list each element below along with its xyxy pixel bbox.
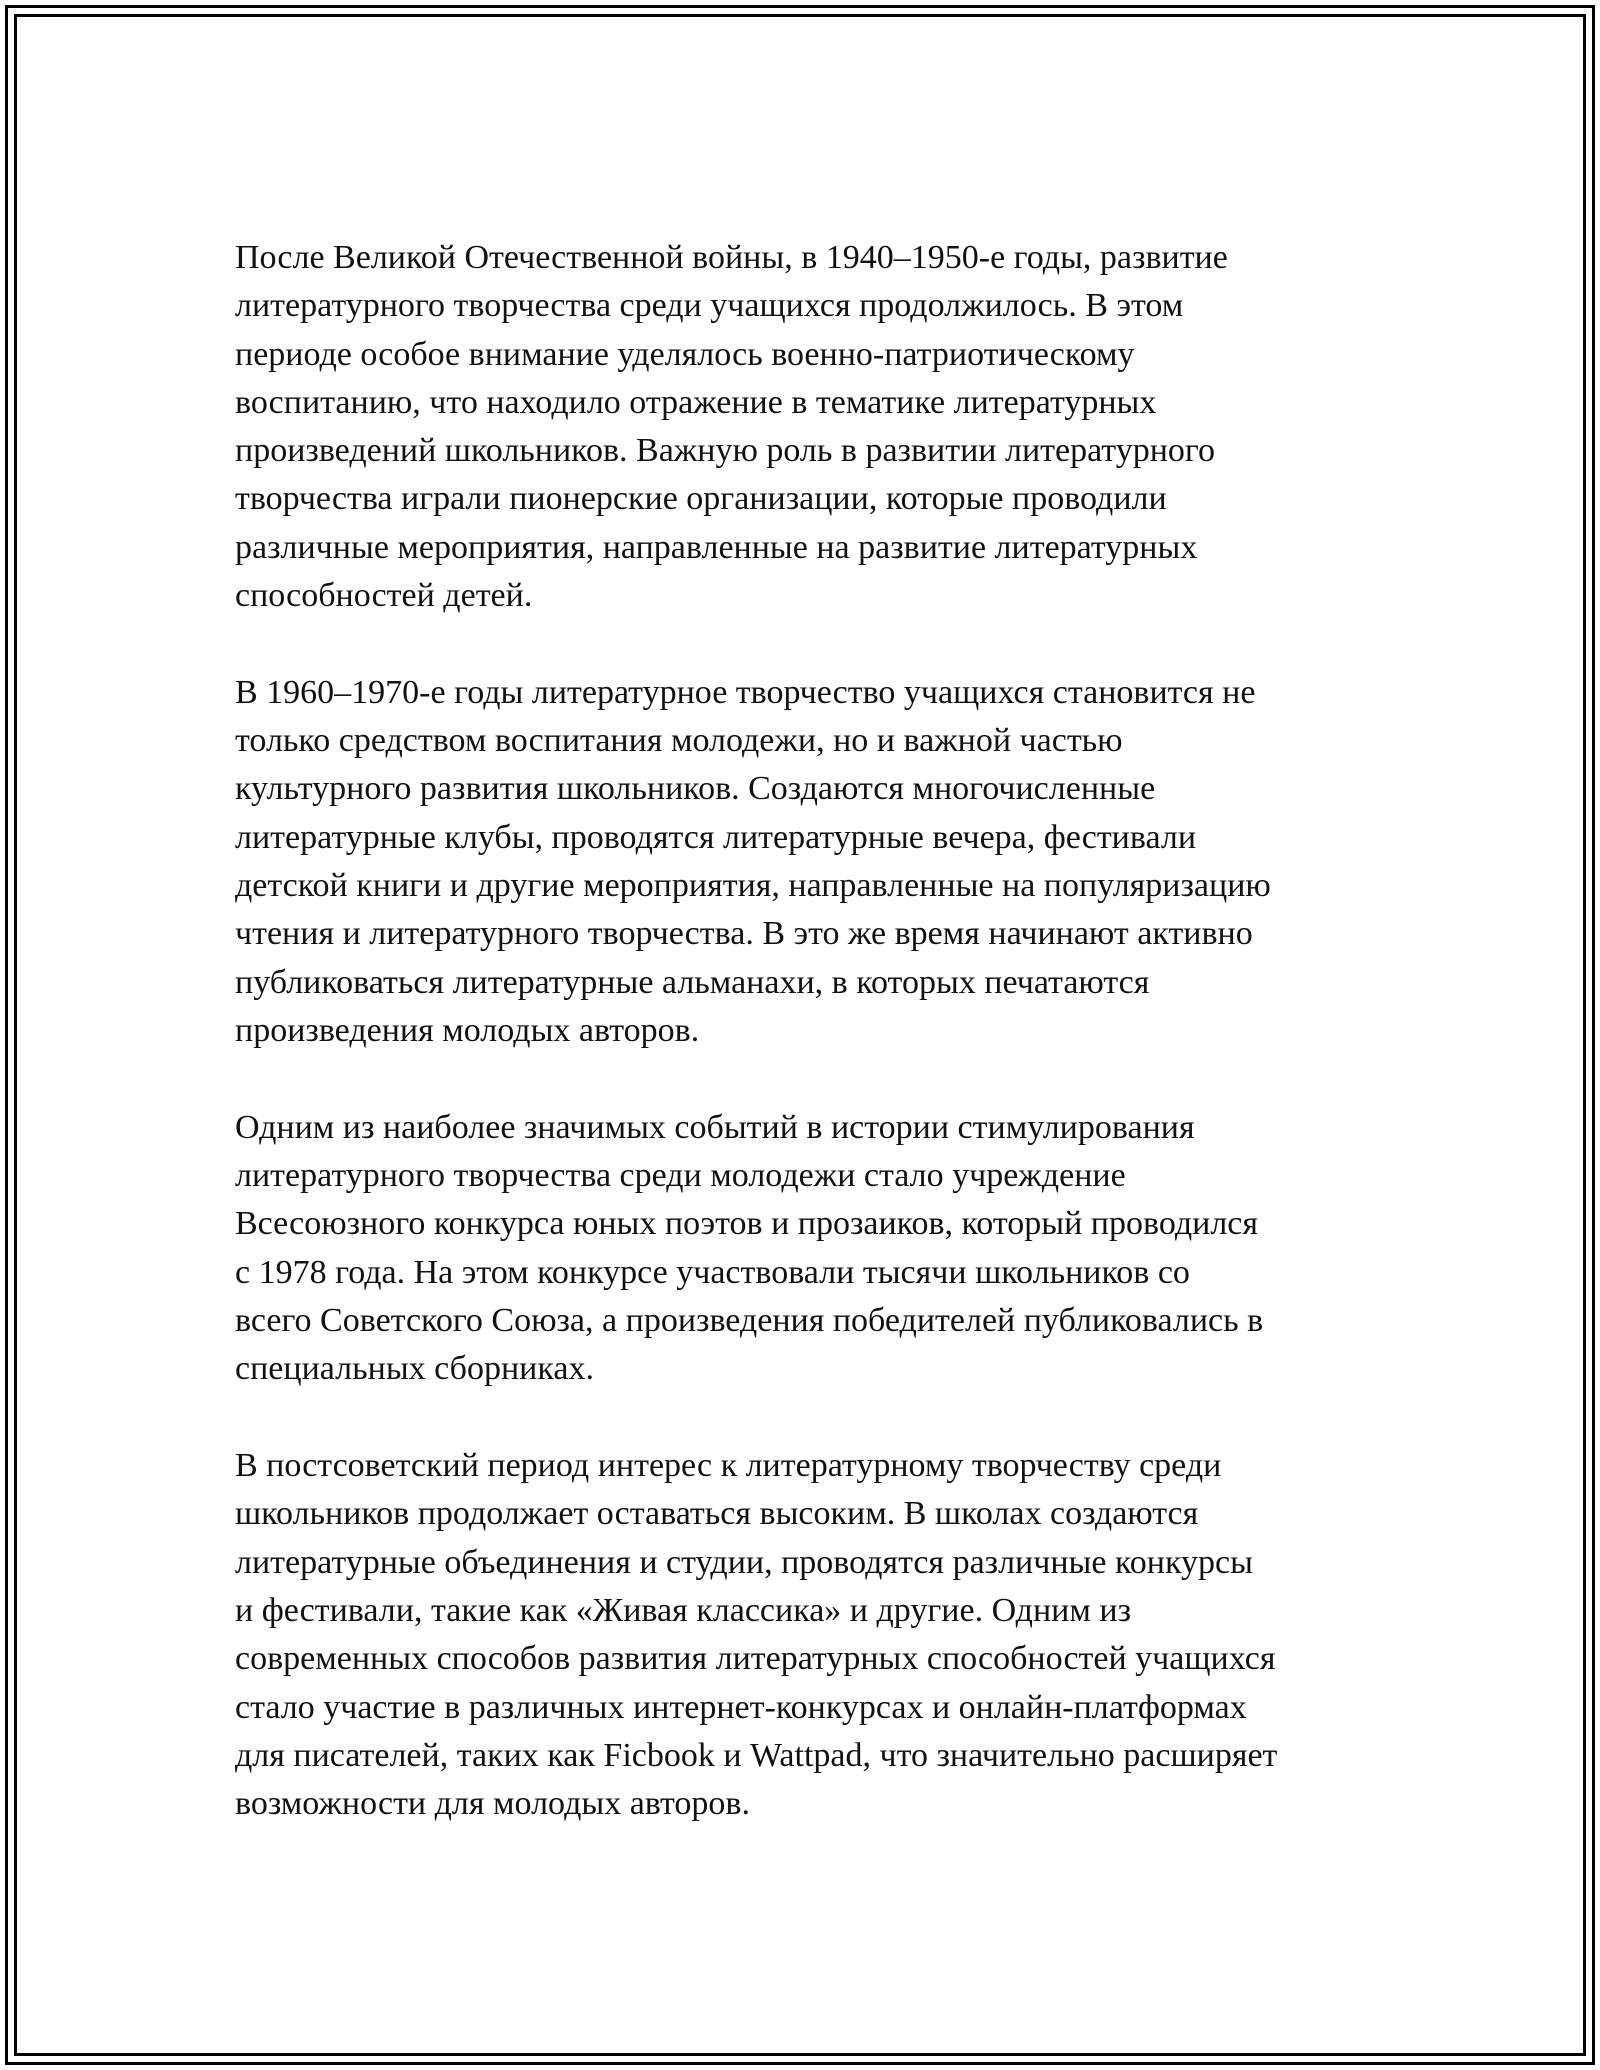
paragraph-3: Одним из наиболее значимых событий в истории стимулирования литературного творчества среди молодежи стало учреждение Всесоюзного конкурса юных поэтов и прозаиков, который проводился с 1978 года. На этом конкурсе участвовали тысячи школьников со всего Советского Союза, а произведения победителей публиковались в специальных сборниках. [235, 1108, 1264, 1388]
paragraph-4: В постсоветский период интерес к литературному творчеству среди школьников продолжает оставаться высоким. В школах создаются литературные объединения и студии, проводятся различные конкурсы и фестивали, такие как «Живая классика» и другие. Одним из современных способов развития литературных способностей учащихся стало участие в различных интернет-конкурсах и онлайн-платформах для писателей, таких как Ficbook и Wattpad, что значительно расширяет возможности для молодых авторов. [235, 1447, 1278, 1823]
paragraph-2: В 1960–1970-е годы литературное творчество учащихся становится не только средством воспитания молодежи, но и важной частью культурного развития школьников. Создаются многочисленные литературные клубы, проводятся литературные вечера, фестивали детской книги и другие мероприятия, направленные на популяризацию чтения и литературного творчества. В это же время начинают активно публиковаться литературные альманахи, в которых печатаются произведения молодых авторов. [235, 673, 1271, 1049]
document-body [235, 234, 1380, 1877]
paragraph-1: После Великой Отечественной войны, в 1940–1950-е годы, развитие литературного творчества среди учащихся продолжилось. В этом периоде особое внимание уделялось военно-патриотическому воспитанию, что находило отражение в тематике литературных произведений школьников. Важную роль в развитии литературного творчества играли пионерские организации, которые проводили различные мероприятия, направленные на развитие литературных способностей детей. [235, 239, 1228, 615]
